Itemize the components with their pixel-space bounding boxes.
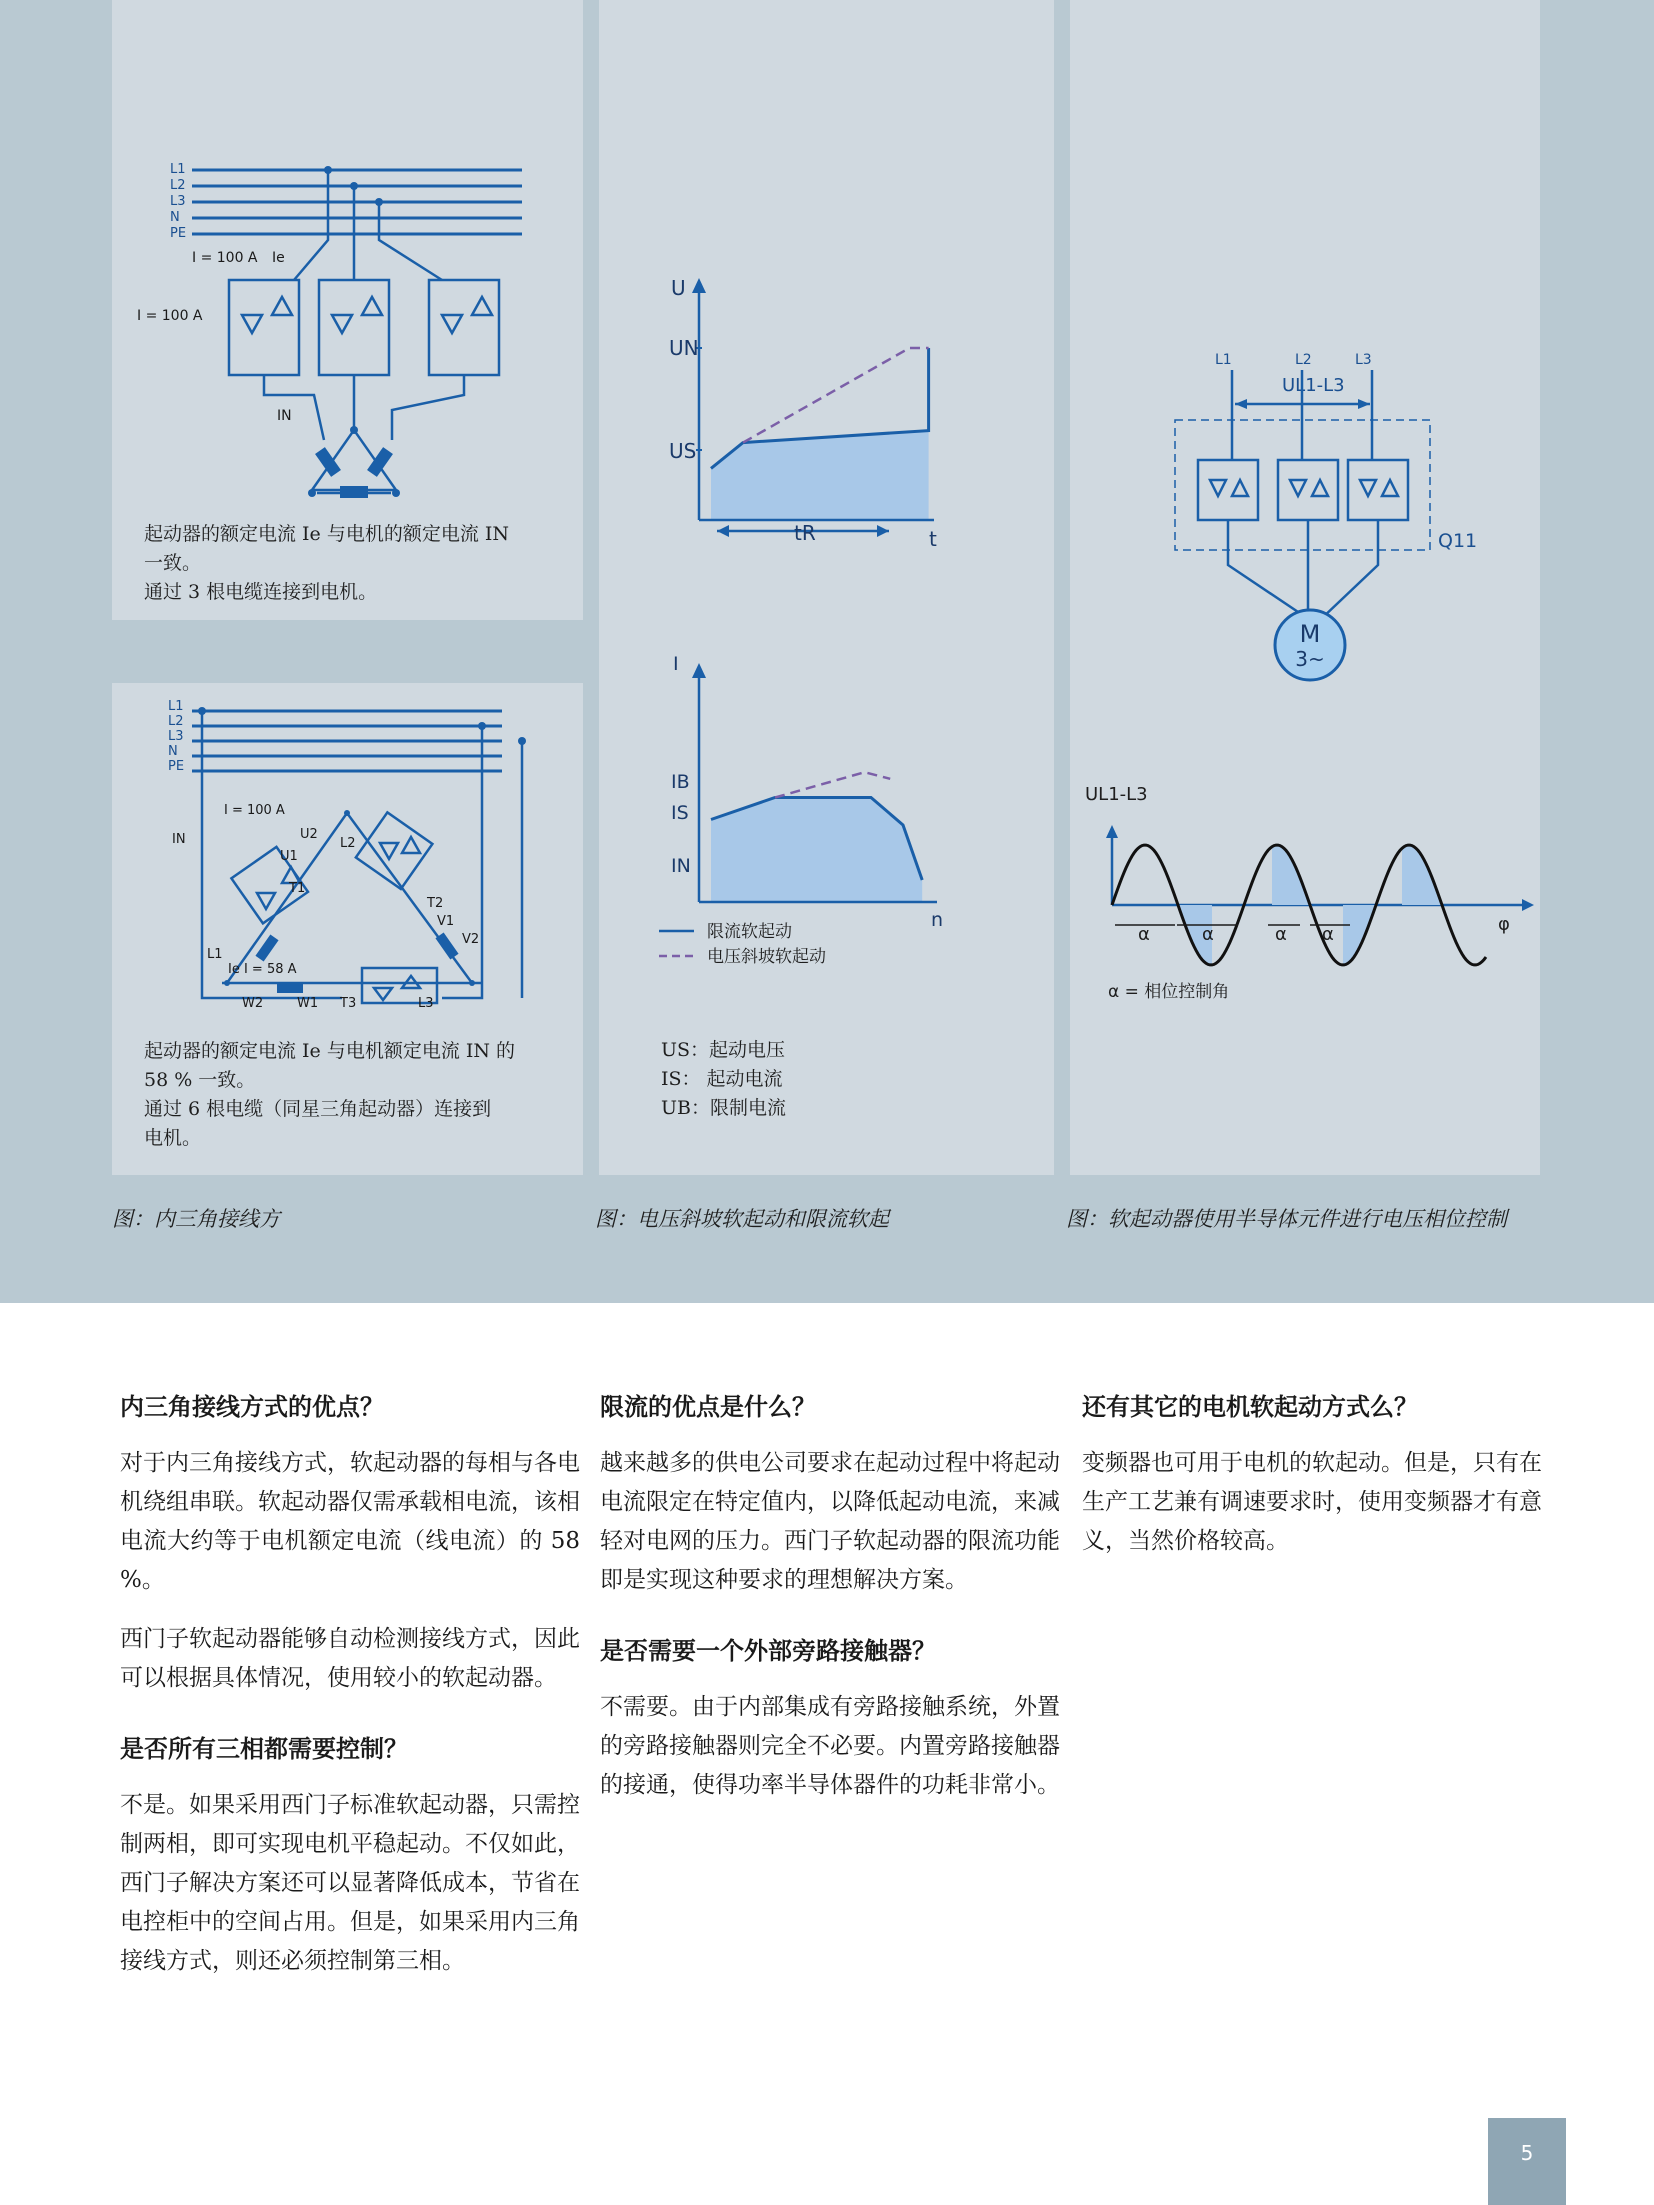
panel-note: 起动器的额定电流 Ie 与电机的额定电流 IN 一致。 通过 3 根电缆连接到电机。	[144, 523, 509, 603]
device-label: Q11	[1438, 530, 1478, 552]
tick-label: US	[669, 439, 697, 463]
terminal-label: U2	[300, 827, 318, 842]
motor-label: M	[1299, 620, 1321, 648]
line-label: L1	[1215, 352, 1232, 368]
terminal-label: W2	[242, 996, 264, 1011]
axis-label: I	[673, 653, 679, 675]
panel-soft-start-charts	[599, 0, 1054, 1175]
voltage-ramp-line	[743, 348, 929, 443]
voltage-ramp-line	[775, 772, 890, 797]
terminal-label: T1	[289, 881, 306, 896]
terminal-label: L2	[340, 836, 356, 851]
text-column	[600, 1390, 1060, 1825]
section-heading: 是否所有三相都需要控制？	[120, 1735, 408, 1763]
section-heading: 是否需要一个外部旁路接触器？	[600, 1637, 936, 1665]
axis-label: n	[931, 909, 944, 931]
alpha-label: α	[1202, 924, 1214, 945]
alpha-label: α	[1138, 924, 1150, 945]
panel-phase-control	[1070, 0, 1540, 1175]
terminal-label: T3	[340, 996, 357, 1011]
line-label: N	[168, 744, 178, 759]
current-label: I = 100 A	[137, 308, 203, 324]
terminal-label: W1	[297, 996, 319, 1011]
current-label: IN	[172, 832, 186, 847]
text-column	[1082, 1390, 1542, 1581]
page-number: 5	[1488, 2118, 1566, 2205]
axis-label: φ	[1498, 914, 1510, 935]
axis-label: U	[671, 276, 686, 300]
tick-label: IS	[671, 802, 689, 824]
current-label: I = 100 A	[224, 803, 285, 818]
terminal-label: T2	[427, 896, 444, 911]
terminal-label: L1	[207, 947, 223, 962]
line-label: L1	[170, 162, 186, 177]
line-label: L3	[168, 729, 184, 744]
voltage-ramp-chart	[599, 0, 1054, 560]
line-label: PE	[168, 759, 185, 774]
motor-winding-icon	[340, 486, 368, 498]
alpha-label: α	[1275, 924, 1287, 945]
tick-label: IN	[671, 855, 691, 877]
motor-label: 3~	[1295, 647, 1325, 671]
axis-label: t	[929, 527, 937, 551]
current-label: IN	[277, 408, 292, 424]
line-label: L1	[168, 699, 184, 714]
current-label: Ie	[272, 250, 285, 266]
panel-inside-delta-3-cable	[112, 0, 583, 620]
figure-caption: 图：内三角接线方	[112, 1207, 280, 1231]
legend-label: 限流软起动	[707, 922, 792, 942]
definitions: US：起动电压 IS： 起动电流 UB：限制电流	[661, 1039, 786, 1119]
axis-label: UL1-L3	[1085, 784, 1148, 805]
tick-label: UN	[669, 336, 699, 360]
paragraph: 对于内三角接线方式，软起动器的每相与各电机绕组串联。软起动器仅需承载相电流，该相电流大约等于电机额定电流（线电流）的 58 %。	[120, 1450, 580, 1593]
figure-caption: 图：电压斜坡软起动和限流软起	[595, 1207, 889, 1231]
terminal-label: V2	[462, 932, 480, 947]
text-column	[120, 1390, 580, 2001]
annotation: tR	[794, 521, 816, 545]
alpha-label: α	[1322, 924, 1334, 945]
paragraph: 不需要。由于内部集成有旁路接触系统，外置的旁路接触器则完全不必要。内置旁路接触器的接通，使得功率半导体器件的功耗非常小。	[600, 1694, 1060, 1798]
current-label: Ie I = 58 A	[228, 962, 297, 977]
inside-delta-circuit-6-cable	[112, 683, 583, 1023]
alpha-definition: α = 相位控制角	[1108, 982, 1230, 1000]
line-label: L3	[1355, 352, 1372, 368]
section-heading: 还有其它的电机软起动方式么？	[1082, 1393, 1418, 1421]
voltage-label: UL1-L3	[1282, 375, 1345, 396]
terminal-label: L3	[418, 996, 434, 1011]
phase-control-circuit	[1070, 0, 1540, 1000]
figure-caption: 图：软起动器使用半导体元件进行电压相位控制	[1066, 1207, 1507, 1231]
tick-label: IB	[671, 771, 690, 793]
line-label: L2	[170, 178, 186, 193]
inside-delta-circuit-3-cable	[112, 0, 583, 500]
terminal-label: V1	[437, 914, 455, 929]
terminal-label: U1	[280, 849, 298, 864]
line-label: L3	[170, 194, 186, 209]
paragraph: 越来越多的供电公司要求在起动过程中将起动电流限定在特定值内，以降低起动电流，来减轻对电网的压力。西门子软起动器的限流功能即是实现这种要求的理想解决方案。	[600, 1450, 1060, 1593]
paragraph: 不是。如果采用西门子标准软起动器，只需控制两相，即可实现电机平稳起动。不仅如此，西门子解决方案还可以显著降低成本，节省在电控柜中的空间占用。但是，如果采用内三角接线方式，则还必须控制第三相。	[120, 1792, 580, 1974]
panel-inside-delta-6-cable	[112, 683, 583, 1175]
current-limit-chart	[599, 640, 1054, 1040]
section-heading: 限流的优点是什么？	[600, 1393, 816, 1421]
current-label: I = 100 A	[192, 250, 258, 266]
line-label: PE	[170, 226, 187, 241]
section-heading: 内三角接线方式的优点？	[120, 1393, 384, 1421]
paragraph: 西门子软起动器能够自动检测接线方式，因此可以根据具体情况，使用较小的软起动器。	[120, 1626, 580, 1691]
legend-label: 电压斜坡软起动	[707, 947, 826, 967]
paragraph: 变频器也可用于电机的软起动。但是，只有在生产工艺兼有调速要求时，使用变频器才有意义，当然价格较高。	[1082, 1450, 1542, 1554]
line-label: L2	[168, 714, 184, 729]
panel-note: 起动器的额定电流 Ie 与电机额定电流 IN 的 58 % 一致。 通过 6 根电缆（同星三角起动器）连接到 电机。	[144, 1040, 516, 1149]
line-label: N	[170, 210, 180, 225]
line-label: L2	[1295, 352, 1312, 368]
